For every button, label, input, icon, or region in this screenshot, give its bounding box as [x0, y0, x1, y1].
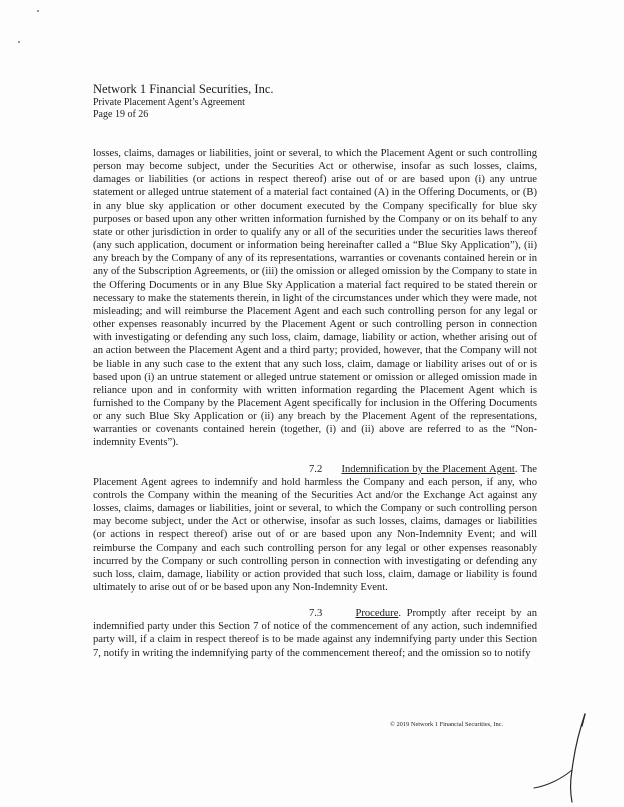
section-7-3	[93, 607, 537, 660]
section-7-2-text: . The Placement Agent agrees to indemnify and hold harmless the Company and each person, if any, who controls the Company within the meaning of the Securities Act and/or the Exchange Act against any losses, claims, damages or liabilities, joint or several, to which the Company or such controlling person may become subject, under the Act or otherwise, insofar as such losses, claims, damages or liabilities (or actions in respect thereof) arise out of or are based upon any Non-Indemnity Event; and will reimburse the Company and each such controlling person for any legal or other expenses reasonably incurred by the Company or such controlling person in connection with investigating or defending any such loss, claim, damage, liability or action provided that such loss, claim, damage or liability is found ultimately to arise out of or be based upon any Non-Indemnity Event.	[93, 463, 538, 593]
header-document-title: Private Placement Agent’s Agreement	[93, 97, 245, 108]
section-7-3-number: 7.3	[309, 608, 323, 620]
section-7-2	[93, 463, 537, 595]
header-company: Network 1 Financial Securities, Inc.	[93, 82, 274, 96]
continuation-paragraph: losses, claims, damages or liabilities, joint or several, to which the Placement Agent or such controlling person may become subject, under the Securities Act or otherwise, insofar as such losses, claims, damages or liabilities (or actions in respect thereof) arise out of or are based upon (i) any untrue statement or alleged untrue statement of a material fact contained (A) in the Offering Documents, or (B) in any blue sky application or other document executed by the Company specifically for blue sky purposes or based upon any other written information furnished by the Company or on its behalf to any state or other jurisdiction in order to qualify any or all of the securities under the securities laws thereof (any such application, document or information being hereinafter called a “Blue Sky Application”), (ii) any breach by the Company of any of its representations, warranties or covenants contained herein or in any of the Subscription Agreements, or (iii) the omission or alleged omission by the Company to state in the Offering Documents or in any Blue Sky Application a material fact required to be stated therein or necessary to make the statements therein, in light of the circumstances under which they were made, not misleading; and will reimburse the Placement Agent and each such controlling person for any legal or other expenses reasonably incurred by the Placement Agent or such controlling person in connection with investigating or defending any such loss, claim, damage, liability or action, whether arising out of an action between the Placement Agent and a third party; provided, however, that the Company will not be liable in any such case to the extent that any such loss, claim, damage or liability arises out of or is based upon (i) an untrue statement or alleged untrue statement or omission or alleged omission made in reliance upon and in conformity with written information regarding the Placement Agent which is furnished to the Company by the Placement Agent specifically for inclusion in the Offering Documents or any such Blue Sky Application or (ii) any breach by the Placement Agent of the representations, warranties or covenants contained herein (together, (i) and (ii) above are referred to as the “Non-indemnity Events”).	[93, 148, 537, 449]
section-7-3-title: Procedure	[355, 608, 399, 620]
section-7-2-number: 7.2	[309, 463, 323, 475]
section-7-3-text: . Promptly after receipt by an indemnified party under this Section 7 of notice of the commencement of any action, such indemnified party will, if a claim in respect thereof is to be made against any indemnifying party under this Section 7, notify in writing the indemnifying party of the commencement thereof; and the omission so to notify	[93, 608, 538, 659]
section-7-2-title: Indemnification by the Placement Agent	[341, 463, 515, 475]
scan-speck	[37, 10, 39, 12]
handwritten-initials	[528, 712, 598, 804]
header-page-number: Page 19 of 26	[93, 109, 149, 120]
scan-speck	[18, 41, 20, 43]
page-footer-copyright: © 2019 Network 1 Financial Securities, Inc.	[390, 721, 504, 728]
document-body	[93, 147, 537, 660]
page-header	[93, 82, 393, 121]
